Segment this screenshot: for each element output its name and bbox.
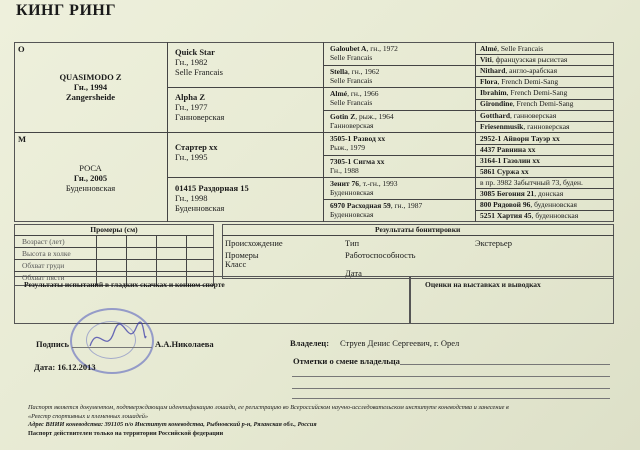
bonitirovka-header: Результаты бонитировки [375, 225, 461, 234]
g4-13: в пр. 3982 Забытчный 73, буден. [480, 178, 583, 187]
sds-name: Almé [330, 89, 348, 98]
ss-info: Гн., 1982 [175, 57, 208, 67]
g4-12: 5861 Суржа хх [480, 167, 529, 176]
measure-chest: Обхват груди [22, 261, 65, 270]
owner-change-label: Отметки о смене владельца [293, 356, 400, 366]
dds-name: Зенит 76 [330, 179, 359, 188]
ss-block [175, 47, 223, 77]
g4-3: Nithard, англо-арабская [480, 66, 558, 75]
dsd-info: Гн., 1988 [330, 166, 359, 175]
ddd-breed: Буденновская [330, 210, 374, 219]
g4-6: Girondine, French Demi-Sang [480, 99, 574, 108]
footer-line2: «Реестр спортивных и племенных лошадей» [28, 412, 149, 420]
dsd-block [330, 157, 384, 175]
dsd-name: 7305-1 Сигма хх [330, 157, 385, 166]
ds-block [175, 142, 217, 162]
footer-line4: Паспорт действителен только на территории Российской федерации [28, 429, 224, 437]
g4-9: 2952-1 Айворн Тауэр хх [480, 134, 560, 143]
footer-line3: Адрес ВНИИ коневодства: 391105 п/о Институт коневодства, Рыбновский р-н, Рязанская обл., Россия [28, 421, 317, 428]
sire-name: QUASIMODO Z [59, 72, 122, 82]
dam-breed: Буденновская [65, 183, 116, 193]
ddd-name: 6970 Расходная 59 [330, 201, 391, 210]
g4-4: Flora, French Demi-Sang [480, 77, 559, 86]
dam-info: Гн., 2005 [73, 173, 108, 183]
sd-info: Гн., 1977 [175, 102, 208, 112]
dss-info: Рыж., 1979 [330, 143, 366, 152]
footer-line1: Паспорт является документом, подтверждающим идентификацию лошади, ее регистрацию во Всероссийском научно-исследовательском институте коневодства и занесение в [28, 404, 509, 411]
bonit-measures: Промеры [225, 250, 259, 260]
sdd-name: Gotin Z [330, 112, 356, 121]
tests-header: Результаты испытаний в гладких скачках и конном спорте [24, 280, 225, 289]
dam-name: РОСА [79, 163, 102, 173]
sds-breed: Selle Francais [330, 98, 373, 107]
sire-breed: Zangersheide [65, 92, 116, 102]
sdd-breed: Ганноверская [330, 121, 374, 130]
sss-info: , гн., 1972 [366, 44, 398, 53]
bonit-class: Класс [225, 259, 247, 269]
footer [28, 404, 613, 438]
ss-name: Quick Star [175, 47, 215, 57]
dd-info: Гн., 1998 [175, 193, 208, 203]
signature-name: А.А.Николаева [155, 339, 214, 349]
dam-marker: М [18, 134, 27, 144]
g4-5: Ibrahim, French Demi-Sang [480, 88, 568, 97]
owner-label: Владелец: [290, 338, 330, 348]
g4-1: Almé, Selle Francais [480, 44, 544, 53]
g4-15: 800 Рядовой 96, буденновская [480, 200, 577, 209]
sss-block [330, 44, 398, 62]
ssd-name: Stella [330, 67, 348, 76]
ssd-block [330, 67, 379, 85]
g4-7: Gotthard, ганноверская [480, 111, 557, 120]
measure-cannon: Обхват пясти [22, 273, 65, 282]
sd-name: Alpha Z [175, 92, 205, 102]
signature-label: Подпись [36, 339, 69, 349]
ds-name: Стартер хх [175, 142, 218, 152]
sire-info: Гн., 1994 [73, 82, 108, 92]
signature-scribble [88, 318, 148, 358]
bonit-exterior: Экстерьер [475, 238, 512, 248]
bonit-type: Тип [345, 238, 360, 248]
sss-name: Galoubet A [330, 44, 367, 53]
dd-name: 01415 Раздорная 15 [175, 183, 249, 193]
bonit-date: Дата [345, 268, 362, 278]
sds-info: , гн., 1966 [347, 89, 379, 98]
measure-age: Возраст (лет) [22, 237, 65, 246]
sss-breed: Selle Francais [330, 53, 373, 62]
ssd-breed: Selle Francais [330, 76, 373, 85]
sire-block [14, 72, 167, 102]
dd-block [175, 183, 249, 213]
sire-marker: О [18, 44, 25, 54]
bonit-origin: Происхождение [225, 238, 283, 248]
dds-breed: Буденновская [330, 188, 374, 197]
date-label: Дата: [34, 362, 56, 372]
dam-block [14, 163, 167, 193]
g4-8: Friesenmusik, ганноверская [480, 122, 570, 131]
sdd-info: , рыж., 1964 [355, 112, 394, 121]
ddd-block [330, 201, 422, 219]
ssd-info: , гн., 1962 [347, 67, 380, 76]
sd-block [175, 92, 224, 122]
horse-name-title: КИНГ РИНГ [16, 2, 117, 19]
shows-header: Оценки на выставках и выводках [425, 280, 541, 289]
sds-block [330, 89, 379, 107]
measure-height: Высота в холке [22, 249, 71, 258]
owner-value: Струев Денис Сергеевич, г. Орел [340, 338, 460, 348]
measures-header: Промеры (см) [90, 225, 138, 234]
dd-breed: Буденновская [175, 203, 225, 213]
g4-2: Viti, французская рысистая [480, 55, 568, 64]
sdd-block [330, 112, 394, 130]
ss-breed: Selle Francais [175, 67, 223, 77]
dds-info: , т.-гн., 1993 [359, 179, 398, 188]
g4-16: 5251 Хартия 45, буденновская [480, 211, 579, 220]
dds-block [330, 179, 398, 197]
bonit-work: Работоспособность [345, 250, 416, 260]
date-value: 16.12.2013 [57, 362, 96, 372]
g4-11: 3164-1 Газолин хх [480, 156, 540, 165]
dss-name: 3505-1 Развод хх [330, 134, 386, 143]
dss-block [330, 134, 385, 152]
ddd-info: , гн., 1987 [390, 201, 423, 210]
ds-info: Гн., 1995 [175, 152, 208, 162]
g4-14: 3085 Бегония 21, донская [480, 189, 564, 198]
sd-breed: Ганноверская [175, 112, 225, 122]
g4-10: 4437 Равнина хх [480, 145, 536, 154]
